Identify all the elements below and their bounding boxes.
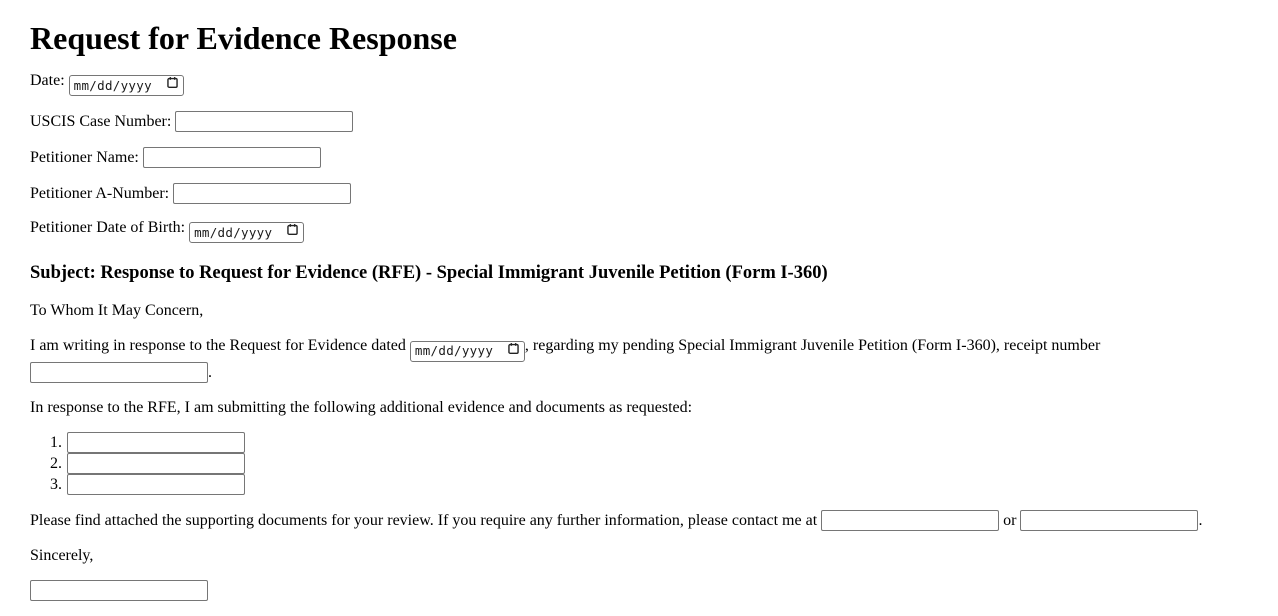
- list-number: 2.: [50, 454, 62, 472]
- closing-paragraph: [30, 510, 1248, 532]
- list-number: 1.: [50, 433, 62, 451]
- contact-primary-input[interactable]: [821, 510, 999, 531]
- closing-period: .: [1198, 511, 1203, 529]
- closing-text: Please find attached the supporting documents for your review. If you require any further information, please contact me at: [30, 511, 818, 529]
- evidence-list: [30, 432, 1248, 495]
- date-label: Date:: [30, 71, 65, 89]
- petitioner-a-number-label: Petitioner A-Number:: [30, 184, 170, 202]
- evidence-item-1-input[interactable]: [67, 432, 245, 453]
- petitioner-a-number-input[interactable]: [173, 183, 351, 204]
- opening-paragraph: [30, 335, 1248, 384]
- dob-placeholder: mm/dd/yyyy: [194, 224, 273, 240]
- petitioner-dob-label: Petitioner Date of Birth:: [30, 218, 186, 236]
- petitioner-name-input[interactable]: [143, 147, 321, 168]
- opening-text-before-date: I am writing in response to the Request for Evidence dated: [30, 337, 406, 355]
- salutation: To Whom It May Concern,: [30, 302, 204, 320]
- calendar-icon[interactable]: [166, 76, 179, 94]
- uscis-case-number-input[interactable]: [175, 111, 353, 132]
- opening-text-after-date: , regarding my pending Special Immigrant Juvenile Petition (Form I-360), receipt number: [524, 337, 1101, 355]
- petitioner-name-row: [30, 147, 1248, 168]
- list-number: 3.: [50, 475, 62, 493]
- date-input[interactable]: [69, 75, 184, 96]
- list-item: [30, 474, 1248, 495]
- uscis-case-number-row: [30, 111, 1248, 132]
- signature-row: [30, 580, 1248, 601]
- list-item: [30, 432, 1248, 453]
- date-placeholder: mm/dd/yyyy: [73, 77, 152, 93]
- calendar-icon[interactable]: [286, 223, 299, 241]
- calendar-icon[interactable]: [507, 340, 520, 362]
- list-item: [30, 453, 1248, 474]
- petitioner-a-number-row: [30, 183, 1248, 204]
- contact-separator: or: [1003, 511, 1017, 529]
- receipt-number-input[interactable]: [30, 362, 208, 383]
- signature-input[interactable]: [30, 580, 208, 601]
- uscis-case-number-label: USCIS Case Number:: [30, 112, 172, 130]
- date-row: [30, 72, 1248, 96]
- page-title: Request for Evidence Response: [30, 20, 457, 56]
- contact-secondary-input[interactable]: [1020, 510, 1198, 531]
- subject-line: Subject: Response to Request for Evidence (RFE) - Special Immigrant Juvenile Petition (Form I-360): [30, 262, 828, 283]
- evidence-item-2-input[interactable]: [67, 453, 245, 474]
- petitioner-dob-row: [30, 219, 1248, 243]
- opening-period: .: [208, 363, 212, 381]
- petitioner-name-label: Petitioner Name:: [30, 148, 139, 166]
- rfe-date-placeholder: mm/dd/yyyy: [414, 343, 494, 359]
- evidence-item-3-input[interactable]: [67, 474, 245, 495]
- petitioner-dob-input[interactable]: [189, 222, 304, 243]
- evidence-intro: In response to the RFE, I am submitting the following additional evidence and documents as requested:: [30, 398, 693, 416]
- signoff: Sincerely,: [30, 546, 94, 564]
- rfe-response-form: [30, 20, 1248, 601]
- rfe-date-input[interactable]: [410, 341, 525, 362]
